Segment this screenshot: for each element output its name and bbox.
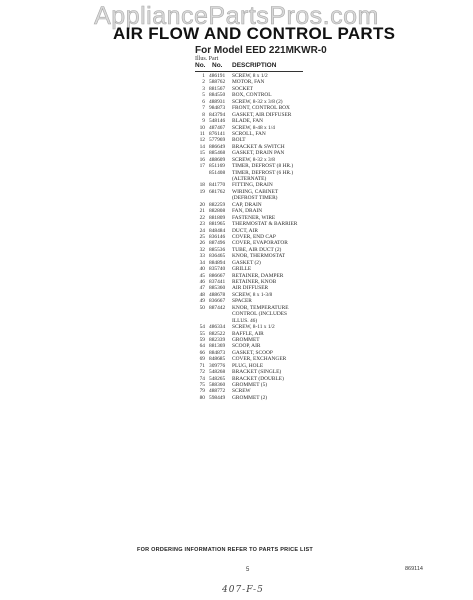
part-illus-no: 25 <box>199 233 205 240</box>
part-number: 886667 <box>209 272 226 279</box>
part-illus-no: 46 <box>199 279 205 285</box>
part-number: 876141 <box>209 130 226 137</box>
part-description: KNOB, THERMOSTAT <box>232 253 286 260</box>
part-illus-no: 23 <box>199 221 205 228</box>
part-description: SCREW, 8 x 1-3/8 <box>232 291 273 298</box>
part-description: (ALTERNATE) <box>232 176 267 182</box>
part-description: SCREW, 8-32 x 3/8 <box>232 156 275 163</box>
part-description: AIR DIFFUSER <box>232 285 269 292</box>
part-illus-no: 15 <box>199 150 205 157</box>
part-number: 882808 <box>209 208 226 215</box>
part-number: 488609 <box>209 156 226 163</box>
part-description: GASKET, AIR DIFFUSER <box>232 111 292 118</box>
part-number: 885360 <box>209 285 226 292</box>
part-illus-no: 40 <box>199 266 205 273</box>
ordering-footer: FOR ORDERING INFORMATION REFER TO PARTS PRICE LIST <box>137 547 313 553</box>
header-rule <box>195 71 303 72</box>
part-number: 548146 <box>209 118 226 125</box>
model-line: For Model EED 221MKWR-0 <box>195 45 327 56</box>
part-description: BRACKET (SINGLE) <box>232 369 282 376</box>
part-illus-no: 26 <box>199 240 205 247</box>
part-description: COVER, EVAPORATOR <box>232 240 288 247</box>
part-number: 588762 <box>209 79 226 86</box>
part-number: 598449 <box>209 394 226 401</box>
part-description: WIRING, CABINET <box>232 188 279 195</box>
part-illus-no: 12 <box>199 137 205 144</box>
part-description: BRACKET (DOUBLE) <box>232 375 284 382</box>
part-illus-no: 3 <box>202 85 205 92</box>
part-description: GASKET, SCOOP <box>232 349 273 356</box>
handwritten-note: 407-F-5 <box>222 585 264 595</box>
part-number: 881567 <box>209 85 226 92</box>
part-description: SPACER <box>232 298 252 305</box>
part-number: 887496 <box>209 240 226 247</box>
part-number: 881369 <box>209 343 226 350</box>
part-illus-no: 79 <box>199 388 205 395</box>
part-description: SCROLL, FAN <box>232 130 266 137</box>
part-description: GASKET (2) <box>232 259 261 266</box>
part-description: TIMER, DEFROST (8 HR.) <box>232 163 294 170</box>
part-description: FITTING, DRAIN <box>232 182 273 189</box>
part-illus-no: 72 <box>199 369 205 376</box>
part-number: 841770 <box>209 182 226 189</box>
part-description: CAP, DRAIN <box>232 201 262 208</box>
part-number: 548268 <box>209 369 226 376</box>
part-number: 577969 <box>209 137 226 144</box>
part-illus-no: 80 <box>199 394 205 401</box>
header-part-no: No. <box>212 62 223 69</box>
part-description: FASTENER, WIRE <box>232 214 276 221</box>
part-number: 851408 <box>209 169 226 176</box>
part-illus-no: 66 <box>199 349 205 356</box>
part-description: BAFFLE, AIR <box>232 330 264 337</box>
part-number: 885468 <box>209 150 226 157</box>
header-illus-no: No. <box>195 62 206 69</box>
part-description: SCREW, 8-32 x 3/8 (2) <box>232 98 283 105</box>
part-illus-no: 1 <box>202 73 205 79</box>
part-illus-no: 10 <box>199 124 205 131</box>
part-description: SCOOP, AIR <box>232 343 261 350</box>
part-description: TIMER, DEFROST (6 HR.) <box>232 169 294 176</box>
part-illus-no: 22 <box>199 214 205 221</box>
part-number: 548265 <box>209 375 226 382</box>
page-number: 5 <box>246 567 250 573</box>
part-number: 836146 <box>209 233 226 240</box>
part-number: 588360 <box>209 382 226 388</box>
part-number: 881809 <box>209 214 226 221</box>
part-description: KNOB, TEMPERATURE <box>232 304 289 311</box>
part-description: COVER, EXCHANGER <box>232 356 287 363</box>
part-description: FAN, DRAIN <box>232 208 263 215</box>
part-number: 488678 <box>209 291 226 298</box>
part-illus-no: 24 <box>199 227 205 234</box>
illus-part-label: Illus. Part <box>195 56 219 62</box>
part-number: 309776 <box>209 362 226 369</box>
part-number: 882259 <box>209 201 226 208</box>
part-illus-no: 16 <box>199 156 205 163</box>
part-description: BLADE, FAN <box>232 118 264 125</box>
part-illus-no: 33 <box>199 253 205 260</box>
part-number: 884873 <box>209 349 226 356</box>
part-illus-no: 19 <box>199 188 205 195</box>
part-illus-no: 75 <box>199 382 205 388</box>
part-number: 885536 <box>209 246 226 253</box>
part-description: PLUG, HOLE <box>232 362 264 369</box>
part-description: RETAINER, KNOB <box>232 279 277 285</box>
part-description: GROMMET (5) <box>232 382 268 388</box>
part-description: CONTROL (INCLUDES <box>232 311 288 318</box>
part-number: 884550 <box>209 92 226 99</box>
part-description: BOLT <box>232 137 246 144</box>
part-description: GRILLE <box>232 266 252 273</box>
part-illus-no: 45 <box>199 272 205 279</box>
part-illus-no: 69 <box>199 356 205 363</box>
part-illus-no: 17 <box>199 163 205 170</box>
part-illus-no: 21 <box>199 208 205 215</box>
part-number: 884894 <box>209 259 226 266</box>
watermark: AppliancePartsPros.com <box>94 2 379 30</box>
part-illus-no: 6 <box>202 98 205 105</box>
part-number: 886649 <box>209 143 226 150</box>
part-illus-no: 49 <box>199 298 205 305</box>
part-number: 851169 <box>209 163 225 170</box>
part-illus-no: 71 <box>199 362 205 369</box>
part-description: FRONT, CONTROL BOX <box>232 105 290 112</box>
part-number: 681762 <box>209 188 226 195</box>
part-number: 486334 <box>209 324 226 331</box>
part-description: BRACKET & SWITCH <box>232 143 285 150</box>
part-number: 848484 <box>209 227 226 234</box>
part-number: 488931 <box>209 98 226 105</box>
part-description: (DEFROST TIMER) <box>232 195 278 202</box>
part-description: DUCT, AIR <box>232 227 258 234</box>
part-description: RETAINER, DAMPER <box>232 272 284 279</box>
part-description: THERMOSTAT & BARRIER <box>232 221 298 228</box>
part-number: 836667 <box>209 298 226 305</box>
part-description: GROMMET (2) <box>232 394 268 401</box>
part-number: 843794 <box>209 111 226 118</box>
part-illus-no: 14 <box>199 143 205 150</box>
part-description: SCREW, 8-11 x 1/2 <box>232 324 275 331</box>
part-number: 882522 <box>209 330 226 337</box>
part-description: ILLUS. 46) <box>232 317 258 324</box>
part-number: 887442 <box>209 304 226 311</box>
part-number: 488772 <box>209 388 226 395</box>
part-illus-no: 18 <box>199 182 205 189</box>
part-illus-no: 2 <box>202 79 205 86</box>
page-title: AIR FLOW AND CONTROL PARTS <box>113 24 396 43</box>
part-description: GROMMET <box>232 336 260 343</box>
part-illus-no: 47 <box>199 285 205 292</box>
part-number: 984873 <box>209 105 226 112</box>
part-number: 835740 <box>209 266 226 273</box>
part-illus-no: 34 <box>199 259 205 266</box>
part-illus-no: 8 <box>202 111 205 118</box>
header-description: DESCRIPTION <box>232 62 277 69</box>
part-number: 486191 <box>209 73 226 79</box>
part-illus-no: 50 <box>199 304 205 311</box>
part-number: 882339 <box>209 336 226 343</box>
part-description: SOCKET <box>232 85 253 92</box>
part-number: 487467 <box>209 124 226 131</box>
part-illus-no: 48 <box>199 291 205 298</box>
part-description: SCREW <box>232 388 251 395</box>
part-description: TUBE, AIR DUCT (2) <box>232 246 282 253</box>
part-description: COVER, END CAP <box>232 233 276 240</box>
part-description: GASKET, DRAIN PAN <box>232 150 285 157</box>
part-illus-no: 32 <box>199 246 205 253</box>
part-number: 881965 <box>209 221 226 228</box>
document-code: 869114 <box>405 566 423 572</box>
part-illus-no: 74 <box>199 375 205 382</box>
part-description: MOTOR, FAN <box>232 79 265 86</box>
part-number: 837441 <box>209 279 226 285</box>
part-illus-no: 59 <box>199 336 205 343</box>
part-illus-no: 55 <box>199 330 205 337</box>
part-illus-no: 11 <box>199 130 205 137</box>
part-description: SCREW, 8-48 x 1/4 <box>232 124 275 131</box>
part-illus-no: 64 <box>199 343 205 350</box>
part-illus-no: 20 <box>199 201 205 208</box>
part-illus-no: 7 <box>202 105 205 112</box>
part-description: BOX, CONTROL <box>232 92 272 99</box>
part-number: 836465 <box>209 253 226 260</box>
part-illus-no: 9 <box>202 118 205 125</box>
part-illus-no: 5 <box>202 92 205 99</box>
part-number: 848685 <box>209 356 226 363</box>
part-illus-no: 54 <box>199 324 205 331</box>
part-description: SCREW, 8 x 1/2 <box>232 73 268 79</box>
